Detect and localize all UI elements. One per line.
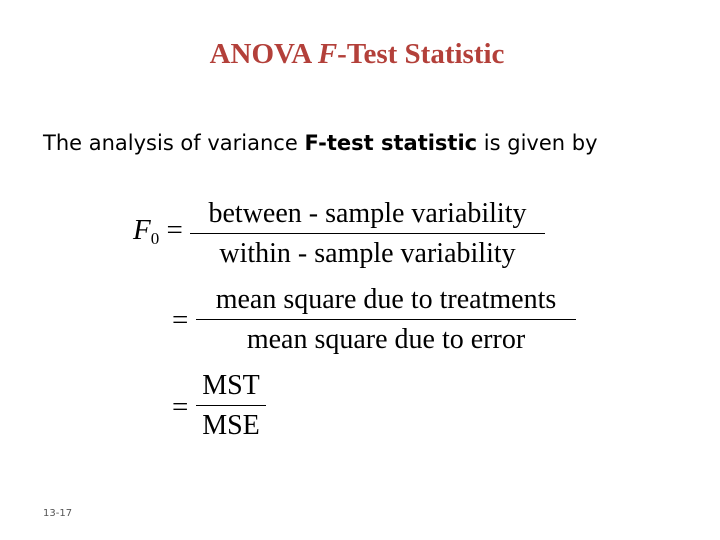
slide-number: 13-17 [43, 508, 73, 519]
fraction-numerator: mean square due to treatments [215, 284, 557, 315]
equals-sign-1: = [166, 214, 183, 246]
formula-lhs [133, 214, 183, 249]
title-variable: F [317, 38, 338, 70]
fraction-variability [190, 197, 545, 270]
fraction-denominator: MSE [202, 409, 260, 441]
fraction-bar [196, 319, 576, 320]
intro-before: The analysis of variance [43, 131, 305, 155]
intro-text [43, 131, 598, 155]
slide-title [0, 38, 714, 71]
fraction-bar [190, 233, 545, 234]
equals-sign-3: = [172, 391, 189, 423]
fraction-denominator: within - sample variability [219, 237, 516, 269]
title-suffix: -Test Statistic [337, 38, 505, 70]
fraction-mean-squares [196, 283, 576, 356]
fraction-numerator: between - sample variability [208, 198, 527, 229]
fraction-numerator: MST [202, 370, 260, 401]
fraction-denominator: mean square due to error [246, 323, 526, 355]
title-prefix: ANOVA [209, 38, 318, 70]
intro-after: is given by [477, 131, 598, 155]
intro-bold-term: F-test statistic [304, 131, 478, 155]
fraction-mst-mse [196, 369, 266, 442]
equals-sign-2: = [172, 304, 189, 336]
fraction-bar [196, 405, 266, 406]
lhs-subscript: 0 [150, 229, 160, 249]
lhs-variable: F [133, 214, 151, 246]
